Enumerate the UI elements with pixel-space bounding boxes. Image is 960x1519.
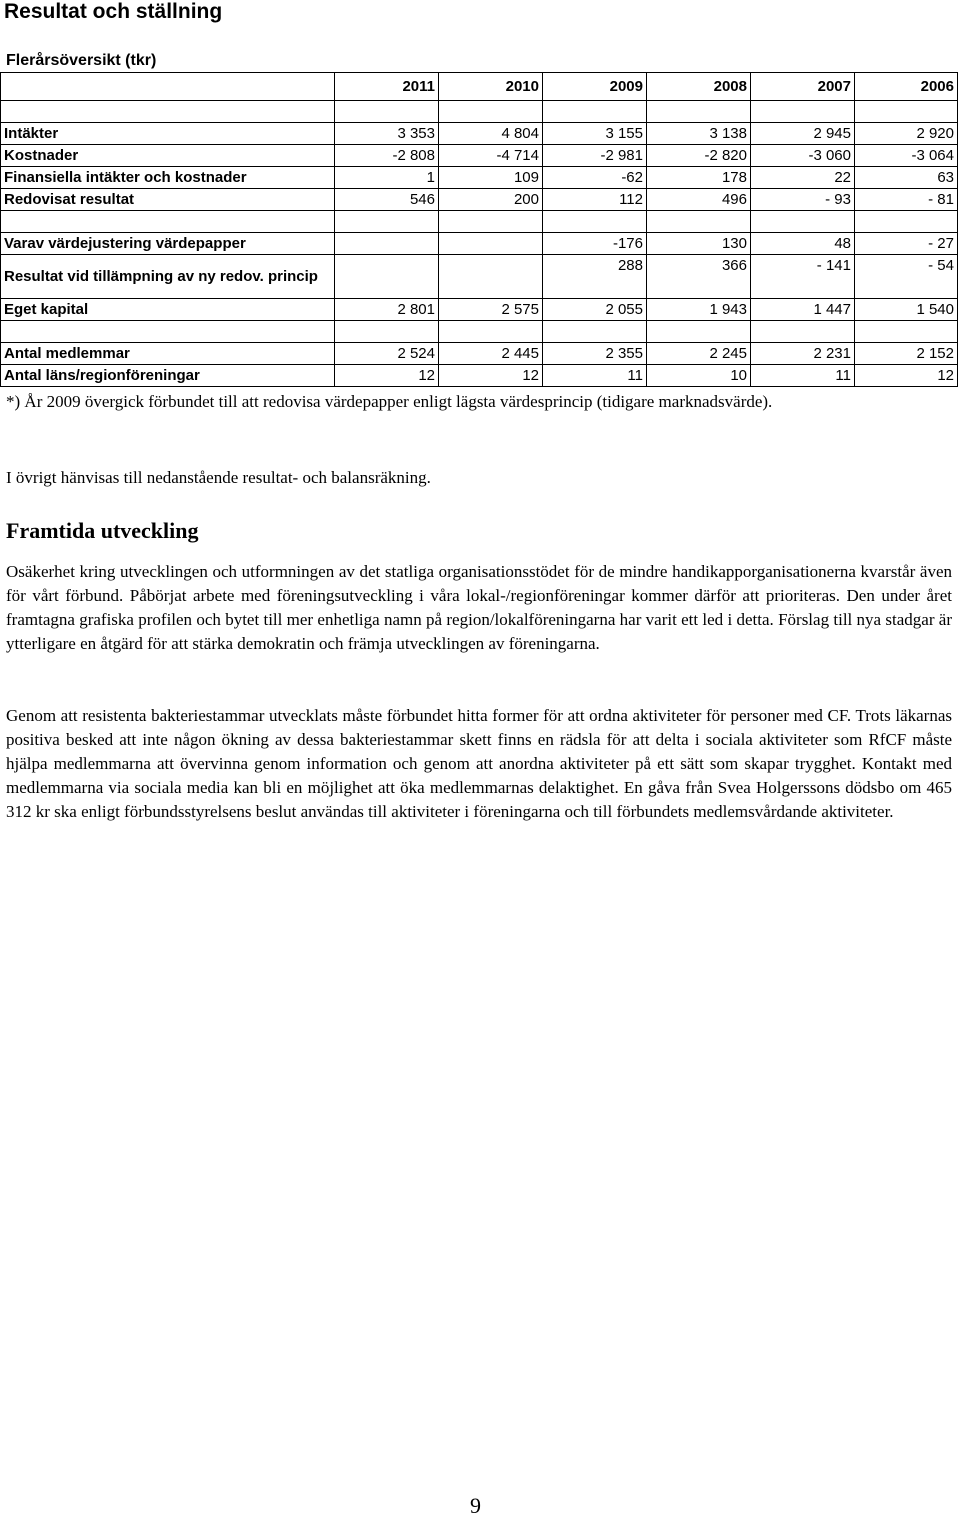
table-cell: 2 945	[751, 123, 855, 145]
table-cell: 2 055	[543, 299, 647, 321]
table-cell: 1 943	[647, 299, 751, 321]
table-cell: - 81	[855, 189, 958, 211]
table-cell: 178	[647, 167, 751, 189]
body-paragraph: Genom att resistenta bakteriestammar utvecklats måste förbundet hitta former för att ordna aktiviteter för personer med CF. Trots läkarnas positiva besked att inte någon ökning av dessa bakteriestammar skett finns en rädsla för att delta i sociala aktiviteter som RfCF måste hjälpa medlemmarna att övervinna genom information och genom att anordna aktiviteter på ett sätt som skapar trygghet. Kontakt med medlemmarna via sociala media kan bli en möjlighet att öka medlemmarnas delaktighet. En gåva från Svea Holgerssons dödsbo om 465 312 kr ska enligt förbundsstyrelsens beslut användas till aktiviteter i föreningarna och till förbundets medlemsvårdande aktiviteter.	[6, 706, 952, 821]
page-number: 9	[470, 1493, 481, 1518]
table-cell: -176	[543, 233, 647, 255]
table-cell: 12	[335, 365, 439, 387]
reference-text: I övrigt hänvisas till nedanstående resultat- och balansräkning.	[6, 468, 431, 487]
table-cell: 366	[647, 255, 751, 299]
table-cell: 1 540	[855, 299, 958, 321]
spacer-row	[1, 321, 958, 343]
table-cell: -2 808	[335, 145, 439, 167]
table-cell: 200	[439, 189, 543, 211]
table-cell: 2 355	[543, 343, 647, 365]
table-row	[1, 123, 958, 145]
year-header: 2011	[335, 73, 439, 101]
table-cell: -2 820	[647, 145, 751, 167]
table-cell: 130	[647, 233, 751, 255]
table-cell: 2 445	[439, 343, 543, 365]
table-cell	[439, 255, 543, 299]
table-row	[1, 233, 958, 255]
multi-year-overview-table	[0, 72, 958, 387]
table-cell: 3 353	[335, 123, 439, 145]
row-label: Intäkter	[1, 123, 335, 145]
table-cell: - 54	[855, 255, 958, 299]
table-cell	[439, 233, 543, 255]
table-cell: 22	[751, 167, 855, 189]
table-row	[1, 365, 958, 387]
table-cell: 48	[751, 233, 855, 255]
row-label: Redovisat resultat	[1, 189, 335, 211]
table-cell: -3 064	[855, 145, 958, 167]
row-label: Antal läns/regionföreningar	[1, 365, 335, 387]
table-cell: -4 714	[439, 145, 543, 167]
table-cell: 112	[543, 189, 647, 211]
spacer-row	[1, 211, 958, 233]
table-cell: -3 060	[751, 145, 855, 167]
table-row	[1, 343, 958, 365]
table-row	[1, 189, 958, 211]
table-row	[1, 167, 958, 189]
table-cell: 2 231	[751, 343, 855, 365]
table-cell: 4 804	[439, 123, 543, 145]
table-cell: 63	[855, 167, 958, 189]
table-cell: 10	[647, 365, 751, 387]
table-subtitle: Flerårsöversikt (tkr)	[6, 52, 157, 69]
table-cell: 2 575	[439, 299, 543, 321]
table-cell: 3 155	[543, 123, 647, 145]
table-cell: 12	[855, 365, 958, 387]
table-cell: 3 138	[647, 123, 751, 145]
row-label: Antal medlemmar	[1, 343, 335, 365]
table-cell: 2 920	[855, 123, 958, 145]
row-label: Resultat vid tillämpning av ny redov. princip	[1, 255, 335, 299]
year-header: 2009	[543, 73, 647, 101]
table-cell: 2 524	[335, 343, 439, 365]
table-cell: -2 981	[543, 145, 647, 167]
body-paragraph: Osäkerhet kring utvecklingen och utformningen av det statliga organisationsstödet för de mindre handikapporganisationerna kvarstår även för vårt förbund. Påbörjat arbete med föreningsutveckling i våra lokal-/regionföreningar kommer därför att prioriteras. Den under året framtagna grafiska profilen och bytet till mer enhetliga namn på region/lokalföreningarna har varit ett led i detta. Förslag till nya stadgar är ytterligare en åtgärd för att stärka demokratin och främja utvecklingen av föreningarna.	[6, 562, 952, 653]
row-label: Varav värdejustering värdepapper	[1, 233, 335, 255]
year-header: 2008	[647, 73, 751, 101]
row-label: Eget kapital	[1, 299, 335, 321]
row-label: Kostnader	[1, 145, 335, 167]
row-label: Finansiella intäkter och kostnader	[1, 167, 335, 189]
table-cell: 2 801	[335, 299, 439, 321]
table-cell: - 27	[855, 233, 958, 255]
table-cell: 109	[439, 167, 543, 189]
table-cell: 288	[543, 255, 647, 299]
year-header: 2010	[439, 73, 543, 101]
table-cell: 496	[647, 189, 751, 211]
table-cell	[335, 255, 439, 299]
header-corner-cell	[1, 73, 335, 101]
table-row	[1, 299, 958, 321]
table-cell: 12	[439, 365, 543, 387]
table-cell: 1 447	[751, 299, 855, 321]
table-cell: 2 152	[855, 343, 958, 365]
table-cell: 1	[335, 167, 439, 189]
page-title: Resultat och ställning	[4, 0, 223, 23]
table-cell: - 141	[751, 255, 855, 299]
year-header: 2007	[751, 73, 855, 101]
spacer-row	[1, 101, 958, 123]
table-cell: 11	[751, 365, 855, 387]
table-cell: 2 245	[647, 343, 751, 365]
table-footnote: *) År 2009 övergick förbundet till att redovisa värdepapper enligt lägsta värdesprincip (tidigare marknadsvärde).	[6, 392, 773, 411]
table-cell: 11	[543, 365, 647, 387]
table-row	[1, 145, 958, 167]
table-cell: -62	[543, 167, 647, 189]
table-cell: - 93	[751, 189, 855, 211]
section-heading: Framtida utveckling	[6, 518, 199, 543]
table-cell	[335, 233, 439, 255]
table-cell: 546	[335, 189, 439, 211]
table-row	[1, 255, 958, 299]
year-header: 2006	[855, 73, 958, 101]
table-header-row	[1, 73, 958, 101]
